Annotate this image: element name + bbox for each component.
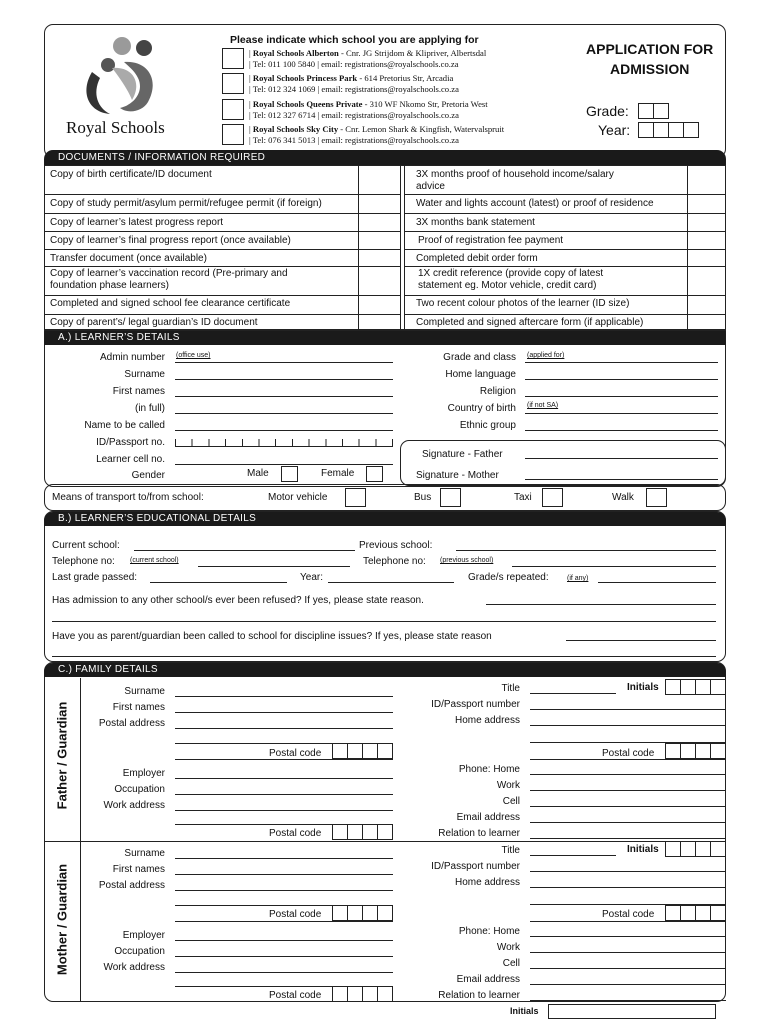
school-checkbox-queens[interactable] <box>222 99 244 120</box>
grades-repeated-field[interactable] <box>598 582 716 583</box>
mother-work-address-field-1[interactable] <box>175 972 393 973</box>
father-home-postal-box-1[interactable] <box>665 743 681 759</box>
mother-postal-code-label: Postal code <box>269 909 322 920</box>
school-princess-name: Royal Schools Princess Park <box>252 73 358 83</box>
country-birth-field[interactable] <box>525 413 718 414</box>
school-alberton-address: - Cnr. JG Strijdom & Klipriver, Albertsdal <box>338 48 487 58</box>
surname-field[interactable] <box>175 379 393 380</box>
father-surname-field[interactable] <box>175 696 393 697</box>
father-email-field[interactable] <box>530 822 726 823</box>
school-queens-line2: | Tel: 012 327 6714 | email: registrations@royalschools.co.za <box>249 110 459 120</box>
grades-repeated-label: Grade/s repeated: <box>468 572 549 583</box>
father-home-postal-box-3[interactable] <box>695 743 711 759</box>
telephone-previous-field[interactable] <box>512 566 716 567</box>
father-employer-field[interactable] <box>175 778 393 779</box>
father-postal-code-box-1[interactable] <box>332 743 348 759</box>
father-work-address-field-1[interactable] <box>175 810 393 811</box>
bus-label: Bus <box>414 492 432 503</box>
education-heading: B.) LEARNER’S EDUCATIONAL DETAILS <box>44 512 726 526</box>
form-title-1: APPLICATION FOR <box>586 41 714 57</box>
father-employer-label: Employer <box>122 768 165 779</box>
mother-postal-code-box-4[interactable] <box>377 905 393 921</box>
school-princess-line2: | Tel: 012 324 1069 | email: registrations@royalschools.co.za <box>249 84 459 94</box>
current-school-note: (current school) <box>130 557 179 564</box>
walk-label: Walk <box>612 492 634 503</box>
school-princess-address: - 614 Pretorius Str, Arcadia <box>357 73 454 83</box>
mother-phone-home-label: Phone: Home <box>458 926 520 937</box>
admin-number-field[interactable] <box>175 362 393 363</box>
ethnic-field[interactable] <box>525 430 718 431</box>
school-checkbox-princess-park[interactable] <box>222 73 244 94</box>
cell-field[interactable] <box>175 464 393 465</box>
father-email-label: Email address <box>456 812 520 823</box>
doc-parent-id: Copy of parent’s/ legal guardian’s ID document <box>50 317 258 328</box>
school-princess-contact: Tel: 012 324 1069 | email: registrations@royalschools.co.za <box>252 84 459 94</box>
male-checkbox[interactable] <box>281 466 298 482</box>
mother-home-address-label: Home address <box>454 877 520 888</box>
school-sky-name: Royal Schools Sky City <box>252 124 339 134</box>
religion-label: Religion <box>479 386 516 397</box>
school-alberton-contact: Tel: 011 100 5840 | email: registrations@royalschools.co.za <box>252 59 459 69</box>
doc-credit-ref-2: statement eg. Motor vehicle, credit card) <box>418 280 597 291</box>
doc-income-2: advice <box>416 181 445 192</box>
cell-label: Learner cell no. <box>96 454 165 465</box>
father-postal-code-box-2[interactable] <box>347 743 363 759</box>
q-discipline-field-1[interactable] <box>566 640 716 641</box>
mother-home-postal-box-4[interactable] <box>710 905 726 921</box>
taxi-label: Taxi <box>514 492 532 503</box>
name-called-field[interactable] <box>175 430 393 431</box>
mother-guardian-label: Mother / Guardian <box>54 863 70 976</box>
bus-checkbox[interactable] <box>440 488 461 507</box>
grade-class-field[interactable] <box>525 362 718 363</box>
year-passed-label: Year: <box>300 572 323 583</box>
mother-postal-address-field-3[interactable] <box>175 921 393 922</box>
year-box-2[interactable] <box>653 122 669 138</box>
father-guardian-label: Father / Guardian <box>54 701 70 810</box>
doc-birth-cert: Copy of birth certificate/ID document <box>50 169 212 180</box>
grade-label: Grade: <box>586 103 629 119</box>
father-id-field[interactable] <box>530 709 726 710</box>
doc-photos: Two recent colour photos of the learner (ID size) <box>416 298 630 309</box>
father-relation-field[interactable] <box>530 838 726 839</box>
doc-credit-ref-1: 1X credit reference (provide copy of latest <box>418 268 604 279</box>
sig-father-field[interactable] <box>525 458 718 459</box>
mother-postal-address-label: Postal address <box>98 880 165 891</box>
mother-work-address-label: Work address <box>103 962 165 973</box>
father-home-postal-code-label: Postal code <box>602 748 655 759</box>
mother-work-field[interactable] <box>530 952 726 953</box>
father-title-label: Title <box>501 683 520 694</box>
school-queens-contact: Tel: 012 327 6714 | email: registrations@royalschools.co.za <box>252 110 459 120</box>
father-postal-address-field-3[interactable] <box>175 759 393 760</box>
ethnic-label: Ethnic group <box>459 420 516 431</box>
father-postal-code-box-4[interactable] <box>377 743 393 759</box>
father-initials-box-3[interactable] <box>695 679 711 695</box>
mother-postal-code-box-2[interactable] <box>347 905 363 921</box>
mother-postal-address-field-1[interactable] <box>175 890 393 891</box>
grade-box-2[interactable] <box>653 103 669 119</box>
doc-study-permit: Copy of study permit/asylum permit/refugee permit (if foreign) <box>50 198 322 209</box>
doc-final-report: Copy of learner’s final progress report (once available) <box>50 235 291 246</box>
mother-relation-label: Relation to learner <box>438 990 520 1001</box>
learner-heading: A.) LEARNER’S DETAILS <box>44 331 726 345</box>
mother-first-names-label: First names <box>112 864 165 875</box>
mother-initials-box-1[interactable] <box>665 841 681 857</box>
mother-work-postal-box-4[interactable] <box>377 986 393 1002</box>
school-sky-address: - Cnr. Lemon Shark & Kingfish, Watervalspruit <box>338 124 505 134</box>
family-divider-h <box>44 841 726 842</box>
female-checkbox[interactable] <box>366 466 383 482</box>
grade-class-label: Grade and class <box>443 352 516 363</box>
father-home-address-label: Home address <box>454 715 520 726</box>
mother-postal-code-box-3[interactable] <box>362 905 378 921</box>
father-home-postal-box-4[interactable] <box>710 743 726 759</box>
father-work-address-label: Work address <box>103 800 165 811</box>
father-first-names-label: First names <box>112 702 165 713</box>
father-work-postal-box-2[interactable] <box>347 824 363 840</box>
home-language-field[interactable] <box>525 379 718 380</box>
father-initials-label: Initials <box>627 682 659 693</box>
previous-school-label: Previous school: <box>359 540 433 551</box>
father-id-label: ID/Passport number <box>431 699 520 710</box>
previous-school-note: (previous school) <box>440 557 494 564</box>
q-discipline: Have you as parent/guardian been called to school for discipline issues? If yes, please state reason <box>52 631 492 642</box>
father-work-field[interactable] <box>530 790 726 791</box>
gender-label: Gender <box>131 470 165 481</box>
if-not-sa-note: (if not SA) <box>527 402 559 409</box>
mother-home-postal-box-2[interactable] <box>680 905 696 921</box>
doc-aftercare: Completed and signed aftercare form (if applicable) <box>416 317 644 328</box>
year-passed-field[interactable] <box>328 582 454 583</box>
father-work-postal-box-1[interactable] <box>332 824 348 840</box>
mother-email-label: Email address <box>456 974 520 985</box>
current-school-label: Current school: <box>52 540 120 551</box>
mother-occupation-label: Occupation <box>114 946 165 957</box>
mother-id-field[interactable] <box>530 871 726 872</box>
father-title-field[interactable] <box>530 693 616 694</box>
doc-vaccination-1: Copy of learner’s vaccination record (Pre-primary and <box>50 268 288 279</box>
mother-id-label: ID/Passport number <box>431 861 520 872</box>
first-names-label: First names <box>112 386 165 397</box>
mother-home-postal-box-3[interactable] <box>695 905 711 921</box>
father-work-label: Work <box>496 780 520 791</box>
doc-water-lights: Water and lights account (latest) or proof of residence <box>416 198 654 209</box>
doc-fee-clearance: Completed and signed school fee clearance certificate <box>50 298 291 309</box>
documents-heading: DOCUMENTS / INFORMATION REQUIRED <box>44 150 726 165</box>
mother-title-field[interactable] <box>530 855 616 856</box>
year-box-3[interactable] <box>668 122 684 138</box>
last-grade-label: Last grade passed: <box>52 572 138 583</box>
mother-first-names-field[interactable] <box>175 874 393 875</box>
father-home-address-field-1[interactable] <box>530 725 726 726</box>
doc-registration-fee: Proof of registration fee payment <box>418 235 564 246</box>
father-cell-field[interactable] <box>530 806 726 807</box>
mother-home-address-field-1[interactable] <box>530 887 726 888</box>
applied-for-note: (applied for) <box>527 352 565 359</box>
school-queens-name: Royal Schools Queens Private <box>252 99 363 109</box>
father-postal-code-box-3[interactable] <box>362 743 378 759</box>
previous-school-field[interactable] <box>456 550 716 551</box>
father-occupation-field[interactable] <box>175 794 393 795</box>
doc-bank-statement: 3X months bank statement <box>416 217 535 228</box>
father-postal-address-field-1[interactable] <box>175 728 393 729</box>
sig-father-label: Signature - Father <box>422 449 503 460</box>
form-title-2: ADMISSION <box>610 61 690 77</box>
male-label: Male <box>247 468 269 479</box>
mother-home-address-field-3[interactable] <box>530 921 726 922</box>
mother-cell-label: Cell <box>502 958 520 969</box>
mother-employer-label: Employer <box>122 930 165 941</box>
admin-number-label: Admin number <box>99 352 165 363</box>
father-first-names-field[interactable] <box>175 712 393 713</box>
mother-email-field[interactable] <box>530 984 726 985</box>
first-names-field-2[interactable] <box>175 413 393 414</box>
name-called-label: Name to be called <box>84 420 165 431</box>
father-postal-code-label: Postal code <box>269 748 322 759</box>
if-any-note: (if any) <box>567 575 589 582</box>
father-phone-home-label: Phone: Home <box>458 764 520 775</box>
home-language-label: Home language <box>445 369 516 380</box>
school-sky-line2: | Tel: 076 341 5013 | email: registrations@royalschools.co.za <box>249 135 459 145</box>
school-alberton-line1: | Royal Schools Alberton - Cnr. JG Strijdom & Klipriver, Albertsdal <box>249 48 487 58</box>
q-refused-field-1[interactable] <box>486 604 716 605</box>
mother-occupation-field[interactable] <box>175 956 393 957</box>
q-refused: Has admission to any other school/s ever been refused? If yes, please state reason. <box>52 595 424 606</box>
mother-home-postal-box-1[interactable] <box>665 905 681 921</box>
father-postal-address-label: Postal address <box>98 718 165 729</box>
mother-surname-field[interactable] <box>175 858 393 859</box>
sig-mother-field[interactable] <box>525 479 718 480</box>
doc-income-1: 3X months proof of household income/salary <box>416 169 614 180</box>
school-sky-contact: Tel: 076 341 5013 | email: registrations@royalschools.co.za <box>252 135 459 145</box>
motor-label: Motor vehicle <box>268 492 328 503</box>
school-sky-line1: | Royal Schools Sky City - Cnr. Lemon Shark & Kingfish, Watervalspruit <box>249 124 505 134</box>
mother-home-postal-code-label: Postal code <box>602 909 655 920</box>
school-prompt: Please indicate which school you are applying for <box>230 34 479 46</box>
telephone-previous-label: Telephone no: <box>363 556 426 567</box>
year-label: Year: <box>598 122 631 138</box>
logo-text: Royal Schools <box>66 118 165 137</box>
father-work-postal-box-4[interactable] <box>377 824 393 840</box>
mother-cell-field[interactable] <box>530 968 726 969</box>
mother-postal-code-box-1[interactable] <box>332 905 348 921</box>
father-home-postal-box-2[interactable] <box>680 743 696 759</box>
footer-initials-label: Initials <box>510 1006 539 1016</box>
mother-initials-label: Initials <box>627 844 659 855</box>
surname-label: Surname <box>124 369 165 380</box>
father-relation-label: Relation to learner <box>438 828 520 839</box>
father-home-address-field-3[interactable] <box>530 759 726 760</box>
mother-initials-box-4[interactable] <box>710 841 726 857</box>
in-full-label: (in full) <box>134 403 165 414</box>
mother-employer-field[interactable] <box>175 940 393 941</box>
mother-title-label: Title <box>501 845 520 856</box>
walk-checkbox[interactable] <box>646 488 667 507</box>
school-alberton-name: Royal Schools Alberton <box>252 48 339 58</box>
father-initials-box-2[interactable] <box>680 679 696 695</box>
telephone-current-field[interactable] <box>198 566 350 567</box>
school-alberton-line2: | Tel: 011 100 5840 | email: registrations@royalschools.co.za <box>249 59 459 69</box>
mother-work-postal-box-1[interactable] <box>332 986 348 1002</box>
mother-work-postal-box-3[interactable] <box>362 986 378 1002</box>
family-heading: C.) FAMILY DETAILS <box>44 663 726 677</box>
mother-initials-box-2[interactable] <box>680 841 696 857</box>
id-passport-label: ID/Passport no. <box>96 437 165 448</box>
father-phone-home-field[interactable] <box>530 774 726 775</box>
doc-latest-report: Copy of learner’s latest progress report <box>50 217 224 228</box>
father-work-postal-code-label: Postal code <box>269 828 322 839</box>
mother-work-postal-code-label: Postal code <box>269 990 322 1001</box>
transport-label: Means of transport to/from school: <box>52 492 204 503</box>
father-surname-label: Surname <box>124 686 165 697</box>
office-use-note: (office use) <box>176 352 211 359</box>
year-box-1[interactable] <box>638 122 654 138</box>
mother-surname-label: Surname <box>124 848 165 859</box>
telephone-current-label: Telephone no: <box>52 556 115 567</box>
sig-mother-label: Signature - Mother <box>416 470 499 481</box>
q-refused-field-2[interactable] <box>52 621 716 622</box>
father-cell-label: Cell <box>502 796 520 807</box>
school-queens-line1: | Royal Schools Queens Private - 310 WF Nkomo Str, Pretoria West <box>249 99 488 109</box>
father-occupation-label: Occupation <box>114 784 165 795</box>
mother-relation-field[interactable] <box>530 1000 726 1001</box>
school-checkbox-sky-city[interactable] <box>222 124 244 145</box>
religion-field[interactable] <box>525 396 718 397</box>
grade-box-1[interactable] <box>638 103 654 119</box>
doc-transfer: Transfer document (once available) <box>50 253 207 264</box>
school-checkbox-alberton[interactable] <box>222 48 244 69</box>
last-grade-field[interactable] <box>150 582 287 583</box>
mother-phone-home-field[interactable] <box>530 936 726 937</box>
mother-initials-box-3[interactable] <box>695 841 711 857</box>
first-names-field[interactable] <box>175 396 393 397</box>
father-initials-box-1[interactable] <box>665 679 681 695</box>
year-box-4[interactable] <box>683 122 699 138</box>
father-initials-box-4[interactable] <box>710 679 726 695</box>
school-princess-line1: | Royal Schools Princess Park - 614 Pretorius Str, Arcadia <box>249 73 454 83</box>
country-birth-label: Country of birth <box>447 403 516 414</box>
motor-checkbox[interactable] <box>345 488 366 507</box>
mother-work-postal-box-2[interactable] <box>347 986 363 1002</box>
doc-debit-order: Completed debit order form <box>416 253 538 264</box>
doc-vaccination-2: foundation phase learners) <box>50 280 169 291</box>
taxi-checkbox[interactable] <box>542 488 563 507</box>
id-passport-field[interactable] <box>175 439 393 447</box>
school-queens-address: - 310 WF Nkomo Str, Pretoria West <box>362 99 488 109</box>
father-work-postal-box-3[interactable] <box>362 824 378 840</box>
current-school-field[interactable] <box>134 550 355 551</box>
footer-initials-box[interactable] <box>548 1004 716 1019</box>
mother-work-label: Work <box>496 942 520 953</box>
female-label: Female <box>321 468 355 479</box>
q-discipline-field-2[interactable] <box>52 656 716 657</box>
